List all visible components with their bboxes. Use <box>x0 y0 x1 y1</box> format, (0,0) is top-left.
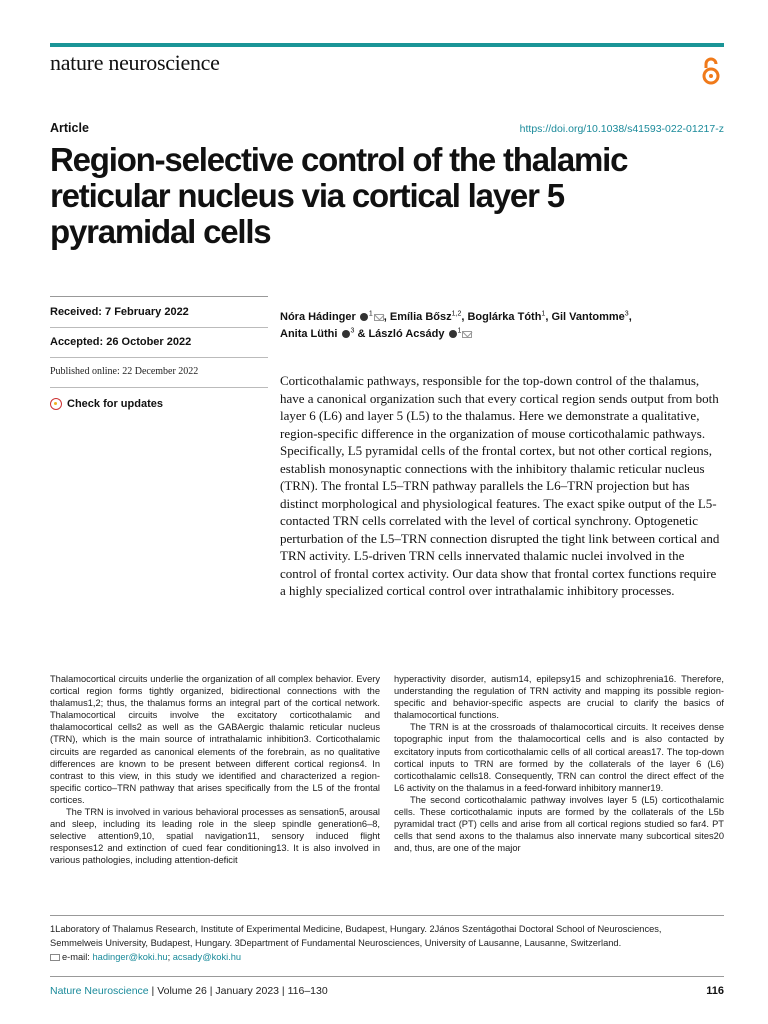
author-name[interactable]: , Gil Vantomme <box>545 311 625 323</box>
meta-divider <box>50 357 268 358</box>
affiliation-sup: 1 <box>368 310 373 318</box>
email-link[interactable]: hadinger@koki.hu <box>92 952 168 962</box>
doi-link[interactable]: https://doi.org/10.1038/s41593-022-01217-z <box>519 123 724 135</box>
body-paragraph: The TRN is involved in various behavioral processes as sensation5, arousal and sleep, including its leading role in the sleep spindle generation6–8, selective attention9,10, spatial navigation11, sensory induced flight responses12 and extinction of cued fear conditioning13. It is also involved in various pathologies, including attention-deficit <box>50 807 380 866</box>
affiliation-sup: 1 <box>457 327 462 335</box>
orcid-icon[interactable] <box>360 313 368 321</box>
body-paragraph: The second corticothalamic pathway involves layer 5 (L5) corticothalamic cells. These corticothalamic inputs are formed by the collaterals of the L5b pyramidal tract (PT) cells and arise from all cortical regions studied so far4. PT cells that send axons to the thalamus also innervate many subcortical sites20 and, thus, are one of the major <box>394 794 724 854</box>
envelope-icon <box>50 954 60 961</box>
open-access-icon[interactable] <box>700 56 722 86</box>
affiliation-line: Semmelweis University, Budapest, Hungary. 3Department of Fundamental Neurosciences, University of Lausanne, Lausanne, Switzerland. <box>50 938 622 948</box>
email-icon[interactable] <box>374 314 384 321</box>
accepted-date: Accepted: 26 October 2022 <box>50 336 192 348</box>
check-updates-button[interactable] <box>50 396 268 412</box>
affiliations <box>50 922 724 964</box>
journal-name: nature neuroscience <box>50 50 220 75</box>
email-link[interactable]: acsady@koki.hu <box>172 952 242 962</box>
body-paragraph: Thalamocortical circuits underlie the organization of all complex behavior. Every cortical region forms tightly organized, bidirectional connections with the thalamus1,2; thus, the thalamus forms an integral part of the cortical network. Thalamocortical circuits involve the excitatory corticothalamic and thalamocortical cells2 as well as the GABAergic thalamic reticular nucleus (TRN), which is the main source of intrathalamic inhibition3. Corticothalamic circuits are regarded as canonical elements of the forebrain, as no qualitative differences are known to be present between different cortical regions4. In contrast to this view, in this study we identified and characterized a region-specific cortico–TRN pathway that arises specifically from the L5 of the frontal cortices. <box>50 674 380 805</box>
footer-divider <box>50 976 724 977</box>
check-updates-label: Check for updates <box>67 398 163 410</box>
meta-divider <box>50 387 268 388</box>
article-metadata <box>50 296 268 412</box>
journal-accent-bar <box>50 43 724 47</box>
orcid-icon[interactable] <box>449 330 457 338</box>
body-paragraph: hyperactivity disorder, autism14, epilepsy15 and schizophrenia16. Therefore, understanding the regulation of TRN activity and mapping its possible region-specific and behavior-specific aspects are crucial to clarify the basics of thalamocortical functions. <box>394 674 724 721</box>
footer-journal-name[interactable]: Nature Neuroscience <box>50 985 149 997</box>
affiliation-sup: 3 <box>624 310 629 318</box>
author-name[interactable]: , Emília Bősz <box>383 311 452 323</box>
footer-volume-info: | Volume 26 | January 2023 | 116–130 <box>148 985 328 997</box>
email-icon[interactable] <box>462 331 472 338</box>
affiliation-sup: 3 <box>350 327 355 335</box>
page-footer <box>50 985 328 997</box>
published-date: Published online: 22 December 2022 <box>50 366 199 377</box>
body-column-left <box>50 673 380 867</box>
meta-rule <box>50 296 268 297</box>
author-name[interactable]: & László Acsády <box>354 328 445 340</box>
affiliation-sup: 1,2 <box>451 310 462 318</box>
author-name[interactable]: , Boglárka Tóth <box>461 311 542 323</box>
crossmark-icon <box>50 398 62 410</box>
abstract: Corticothalamic pathways, responsible for the top-down control of the thalamus, have a canonical organization such that every cortical region sends output from both layer 6 (L6) and layer 5 (L5) to the thalamus. Here we demonstrate a qualitative, region-specific difference in the organization of mouse corticothalamic pathways. Specifically, L5 pyramidal cells of the frontal cortex, but not other cortical regions, establish monosynaptic connections with the inhibitory thalamic reticular nucleus (TRN). The frontal L5–TRN pathway parallels the L6–TRN projection but has distinct morphological and physiological features. The exact spike output of the L5-contacted TRN cells correlated with the level of cortical synchrony. Optogenetic perturbation of the L5–TRN connection disrupted the tight link between cortical and TRN activity. L5-driven TRN cells innervated thalamic nuclei involved in the control of frontal cortex activity. Our data show that frontal cortex functions require a highly specialized cortical control over intrathalamic inhibitory processes. <box>280 373 720 598</box>
affiliation-line: 1Laboratory of Thalamus Research, Institute of Experimental Medicine, Budapest, Hungary. 2János Szentágothai Doctoral School of Neurosciences, <box>50 924 662 934</box>
received-date: Received: 7 February 2022 <box>50 306 189 318</box>
page-number: 116 <box>706 985 724 997</box>
body-column-right <box>394 673 724 854</box>
orcid-icon[interactable] <box>342 330 350 338</box>
body-paragraph: The TRN is at the crossroads of thalamocortical circuits. It receives dense topographic input from the thalamocortical cells and is also contacted by excitatory inputs from corticothalamic cells of all cortical areas17. The top-down cortical inputs to TRN are formed by the collaterals of the layer 6 (L6) corticothalamic cells18. Consequently, TRN can control the direct effect of the L6 activity on the thalamus in a feed-forward inhibitory manner19. <box>394 722 724 793</box>
author-list: Nóra Hádinger $^1$ , Emília Bősz$^{1,2}$, Boglárka Tóth$^1$, Gil Vantomme$^3$, Anita Lüthi $^3$ & László Acsády $^1$ <box>280 310 632 340</box>
footnote-divider <box>50 915 724 916</box>
article-title: Region-selective control of the thalamic reticular nucleus via cortical layer 5 pyramidal cells <box>50 141 628 250</box>
article-type-label: Article <box>50 121 89 135</box>
author-name[interactable]: Anita Lüthi <box>280 328 338 340</box>
correspondence-line <box>50 950 724 964</box>
email-label: e-mail: <box>62 952 93 962</box>
author-name[interactable]: Nóra Hádinger <box>280 311 356 323</box>
affiliation-sup: 1 <box>541 310 546 318</box>
email-separator: ; <box>167 952 173 962</box>
meta-divider <box>50 327 268 328</box>
